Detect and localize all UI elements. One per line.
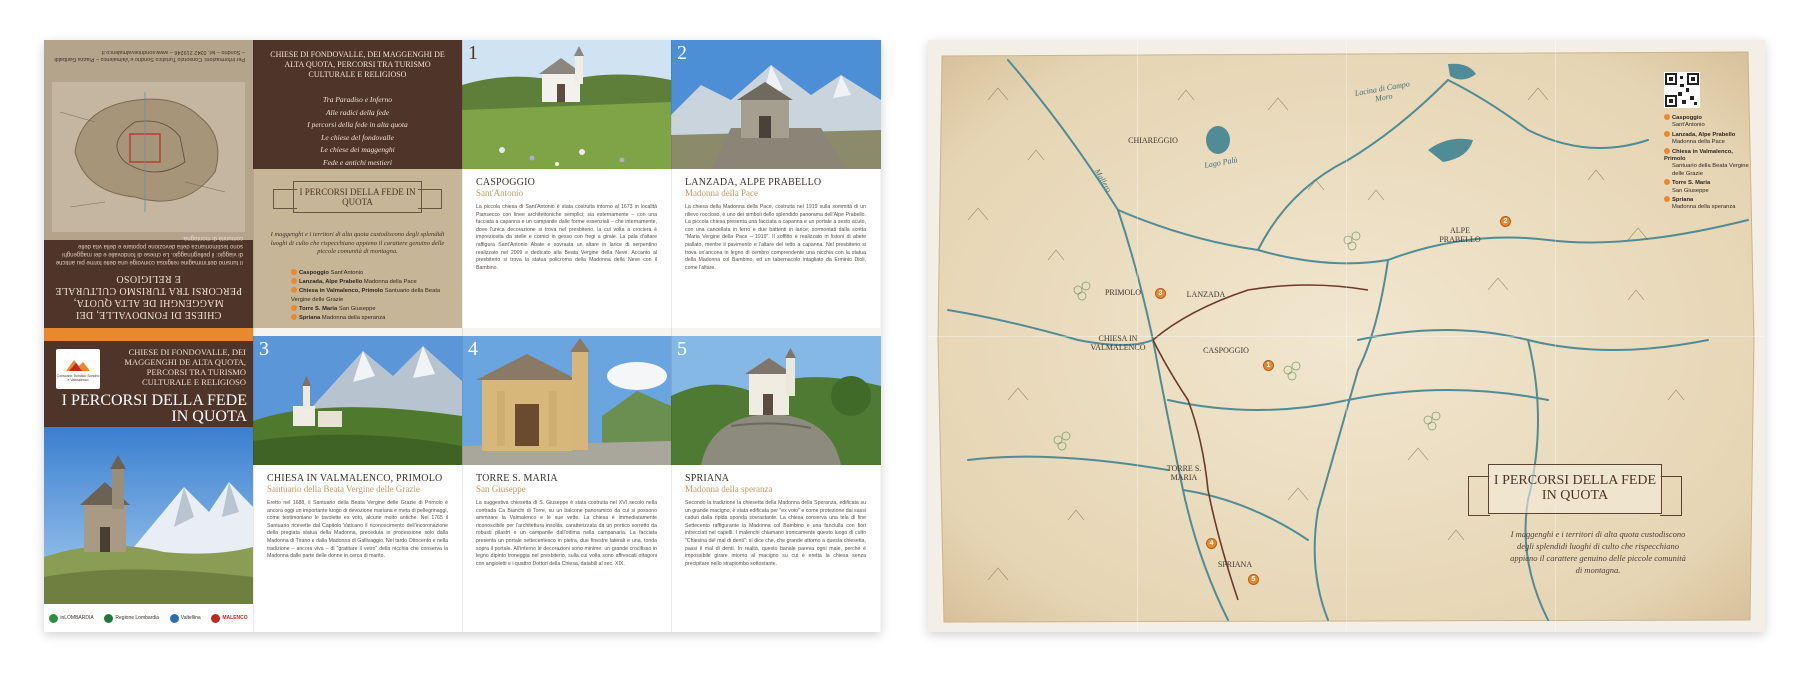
chapter-item: I percorsi della fede in alta quota [307, 120, 408, 129]
fold-line [671, 40, 672, 632]
legend-item: Torre S. Maria San Giuseppe [1664, 179, 1754, 195]
pin-icon [1664, 131, 1670, 137]
legend-item: Chiesa in Valmalenco, Primolo Santuario della Beata Vergine delle Grazie [1664, 148, 1749, 177]
church-number: 5 [677, 338, 687, 360]
chapter-item: Alle radici della fede [325, 107, 390, 117]
chapter-item: Fede e antichi mestieri [323, 157, 392, 167]
church-description: La suggestiva chiesetta di S. Giuseppe è stata costruita nel XVI secolo nella contrada Ca Bianchi di Torre, su un balcone panoramico da cui si possono ammirare la Valmalenco e le sue vette. La chiesa è immediatamente riconoscibile per l'architettura insolita, caratterizzata da un portico sorretto da robusti pilastri e un campanile dall'ottima nella campanaria. La facciata presenta un portale settecentesco in pietra, due finestre laterali e una, tonda sopra il portale. All'interno le decorazioni sono minime: un grande crocifisso in legno dipinto troneggia nel presbiterio, sulla cui volta sono affrescati ottagoni con angioletti e i quattro Dottori della Chiesa, databili al sec. XIX. [476, 500, 657, 567]
orange-band [44, 328, 253, 341]
church-text-1 [462, 169, 671, 328]
church-text-4 [462, 465, 671, 632]
fold-line [928, 336, 1765, 337]
qr-code-icon [1664, 72, 1700, 108]
mountain-logo-icon [65, 356, 91, 372]
chapter-item: Le chiese del fondovalle [321, 132, 394, 142]
church-description: La chiesa della Madonna della Pace, costruita nel 1919 sulla sommità di un rilievo roccioso, è uno dei simboli dello splendido panorama dell'Alpe Prabello. La piccola chiesa presenta una facciata a capanna e un portale a sesto acuto, con una cancellata in ferro e due battenti in larice; sormontati dalla scritta "Maria Vergine della Pace – 1919". Il soffitto è realizzato in listoni di abete piallato, mentre il pavimento e l'altare del tetto a capanna. Nel presbiterio si trova un'ancona in legno di cembro comprendente una nicchia con la statua della Madonna col Bambino, ed un tabernacolo intagliato da Erminio Dioli, come l'altare. [685, 204, 866, 271]
church-number: 1 [468, 42, 478, 64]
back-panel-text: Il turismo dell'immagine religiosa coinvolge una delle forme più antiche di viaggio: il pellegrinaggio. Le chiese di fondovalle e dei maggenghi sono testimonianza della devozione popolare e della vita delle comunità di montagna. [55, 235, 243, 265]
map-title: I PERCORSI DELLA FEDE IN QUOTA [1488, 464, 1662, 514]
church-number: 4 [468, 338, 478, 360]
map-sheet [928, 40, 1765, 632]
ribbon-right [1660, 476, 1682, 516]
intro-body [253, 169, 462, 328]
church-photo-2 [671, 40, 880, 169]
map-pin: 4 [1206, 538, 1217, 549]
place-label: CHIESA IN VALMALENCO [1090, 334, 1146, 352]
pin-icon [291, 305, 297, 311]
lake-label: Lacina di Campo Moro [1354, 79, 1411, 104]
map-legend [1664, 114, 1754, 213]
place-label: LANZADA [1186, 290, 1226, 299]
chapter-item: Le chiese dei maggenghi [320, 145, 395, 154]
legend-item: Lanzada, Alpe Prabello Madonna della Pace [1664, 131, 1754, 147]
map-pin: 3 [1155, 288, 1166, 299]
back-panel-header [44, 235, 253, 328]
church-text-3 [253, 465, 462, 632]
church-dedication: Madonna della Pace [685, 188, 758, 198]
place-label: SPRIANA [1217, 560, 1253, 569]
map-description: I maggenghi e i territori di alta quota custodiscono degli splendidi luoghi di culto che rispecchiano appieno il carattere genuino delle piccole comunità di montagna. [1510, 529, 1686, 575]
place-label: TORRE S. MARIA [1166, 464, 1202, 482]
logo-regione-lombardia: Regione Lombardia [104, 614, 159, 623]
map-pin: 1 [1263, 360, 1274, 371]
map-pin: 2 [1500, 216, 1511, 227]
church-text-2 [671, 169, 880, 328]
back-panel-rotated [44, 40, 253, 328]
intro-title: I PERCORSI DELLA FEDE IN QUOTA [293, 181, 422, 213]
church-name: CASPOGGIO [476, 177, 536, 188]
intro-header [253, 40, 462, 169]
church-photo-3 [253, 336, 462, 465]
legend-item: Spriana Madonna della speranza [1664, 196, 1754, 212]
consorzio-logo [56, 349, 100, 389]
intro-legend [291, 269, 451, 323]
cover-title: I PERCORSI DELLA FEDE IN QUOTA [61, 392, 247, 425]
pin-icon [1664, 196, 1670, 202]
sponsor-logos [44, 604, 253, 632]
legend-item: Caspoggio Sant'Antonio [291, 269, 451, 278]
pin-icon [291, 287, 297, 293]
map-pin: 5 [1248, 574, 1259, 585]
place-label: CASPOGGIO [1203, 346, 1249, 355]
back-panel [44, 40, 253, 328]
logo-valtellina: Valtellina [170, 614, 201, 623]
pin-icon [291, 278, 297, 284]
pin-icon [1664, 179, 1670, 185]
cover-photo [44, 427, 253, 604]
cover-subtitle: CHIESE DI FONDOVALLE, DEI MAGGENGHI DE ALTA QUOTA, PERCORSI TRA TURISMO CULTURALE E RELIGIOSO [124, 347, 246, 387]
church-name: CHIESA IN VALMALENCO, PRIMOLO [267, 473, 443, 484]
church-number: 2 [677, 42, 687, 64]
place-label: PRIMOLO [1104, 288, 1141, 297]
chapter-item: Tra Paradiso e Inferno [323, 95, 392, 104]
ribbon-left [1468, 476, 1490, 516]
church-description: La piccola chiesa di Sant'Antonio è stata costruita intorno al 1673 in località Piansecco con linee architettoniche semplici; sia esternamente – con una facciata a capanna e un campanile dalle forme essenziali – che internamente, dove l'unica decorazione si trova nel presbiterio, la cui volta a crociera è impreziosita da stelle e cornici in gesso con fregi a girale. La pala d'altare raffigura Sant'Antonio Abate e sovrasta un altare in larice di serpentino realizzato nel 2009 e dedicato alla Beata Vergine della Neve. Accanto al presbiterio si trova la statua policroma della Madonna della Neve con il Bambino. [476, 204, 657, 271]
pin-icon [291, 314, 297, 320]
church-dedication: Sant'Antonio [476, 188, 524, 198]
legend-item: Spriana Madonna della speranza [291, 314, 451, 323]
cover-header [44, 341, 253, 427]
intro-subtitle: CHIESE DI FONDOVALLE, DEI MAGGENGHI DE ALTA QUOTA, PERCORSI TRA TURISMO CULTURALE E RELIGIOSO [270, 50, 445, 79]
river-label: Mallero [1092, 167, 1114, 194]
pin-icon [291, 269, 297, 275]
church-dedication: Santuario della Beata Vergine delle Grazie [267, 484, 420, 494]
church-photo-1 [462, 40, 671, 169]
church-photo-4 [462, 336, 671, 465]
place-label: ALPE PRABELLO [1439, 226, 1481, 244]
intro-description: I maggenghi e i territori di alta quota custodiscono degli splendidi luoghi di culto che rispecchiano appieno il carattere genuino delle piccole comunità di montagna. [270, 231, 445, 255]
church-name: SPRIANA [685, 473, 730, 484]
mini-map [52, 82, 245, 232]
church-dedication: Madonna della speranza [685, 484, 773, 494]
back-panel-heading: CHIESE DI FONDOVALLE, DEI MAGGENGHI DE ALTA QUOTA, PERCORSI TRA TURISMO CULTURALE E RELIGIOSO [55, 273, 242, 320]
church-text-5 [671, 465, 880, 632]
church-dedication: San Giuseppe [476, 484, 526, 494]
pin-icon [1664, 114, 1670, 120]
brochure-sheet [44, 40, 881, 632]
logo-caption: Consorzio Turistico Sondrio e Valmalenco [56, 374, 100, 382]
pin-icon [1664, 148, 1670, 154]
church-description: Eretto nel 1688, il Santuario della Beata Vergine delle Grazie di Primolo è ancora oggi un importante luogo di devozione mariana e meta di pellegrinaggi, come testimoniano le tavolette ex voto, alcune molto antiche. Nel 1765 il Santuario ricevette dal Capitolo Vaticano il riconoscimento dell'incoronazione della pregiata statua della Madonna, preceduta in processione solo dalla Madonna di Tirano e dalla Madonna di Gallivaggio. Nel tardo Ottocento e nella tradizione – ancora viva – di "gratitare il vetro" della nicchia che conserva la Madonna dalle parte delle donne in cerca di marito. [267, 500, 448, 560]
church-name: LANZADA, ALPE PRABELLO [685, 177, 822, 188]
logo-inlombardia: inLOMBARDIA [49, 614, 93, 623]
church-name: TORRE S. MARIA [476, 473, 558, 484]
legend-item: Torre S. Maria San Giuseppe [291, 305, 451, 314]
church-number: 3 [259, 338, 269, 360]
legend-item: Lanzada, Alpe Prabello Madonna della Pace [291, 278, 451, 287]
lake-label: Lago Palù [1203, 155, 1239, 170]
place-label: CHIAREGGIO [1128, 136, 1178, 145]
legend-item: Chiesa in Valmalenco, Primolo Santuario della Beata Vergine delle Grazie [291, 288, 441, 303]
church-description: Secondo la tradizione la chiesetta della Madonna della Speranza, edificata su un grande macigno, è stata edificata per "ex voto" e come protezione dai sassi caduti dalla ripida sponda sovrastante. La chiesa conserva una tela di fine Settecento raffigurante la Madonna col Bambino e una fanciulla con fiori intrecciati nei capelli. I malenchi chiamano ironicamente questo luogo di culto "Chiesina del mal di denti": si dice che, che grande attorno a questa chiesetta, passi il mal di denti. In realtà, questo banale pareva ogni male, perché è impossibile girare intorno al macigno su cui è eretta la chiesa senza precipitare nello strapiombo sottostante. [685, 500, 866, 567]
logo-malenco: MALENCO [211, 614, 247, 623]
fold-line [253, 40, 254, 632]
back-panel-notes: Per informazioni: Consorzio Turistico Sondrio e Valmalenco – Piazza Garibaldi – Sondrio – tel. 0342 219246 – www.sondrioevalmalenco.it [54, 49, 245, 62]
fold-line [462, 40, 463, 632]
legend-item: Caspoggio Sant'Antonio [1664, 114, 1754, 130]
church-photo-5 [671, 336, 880, 465]
